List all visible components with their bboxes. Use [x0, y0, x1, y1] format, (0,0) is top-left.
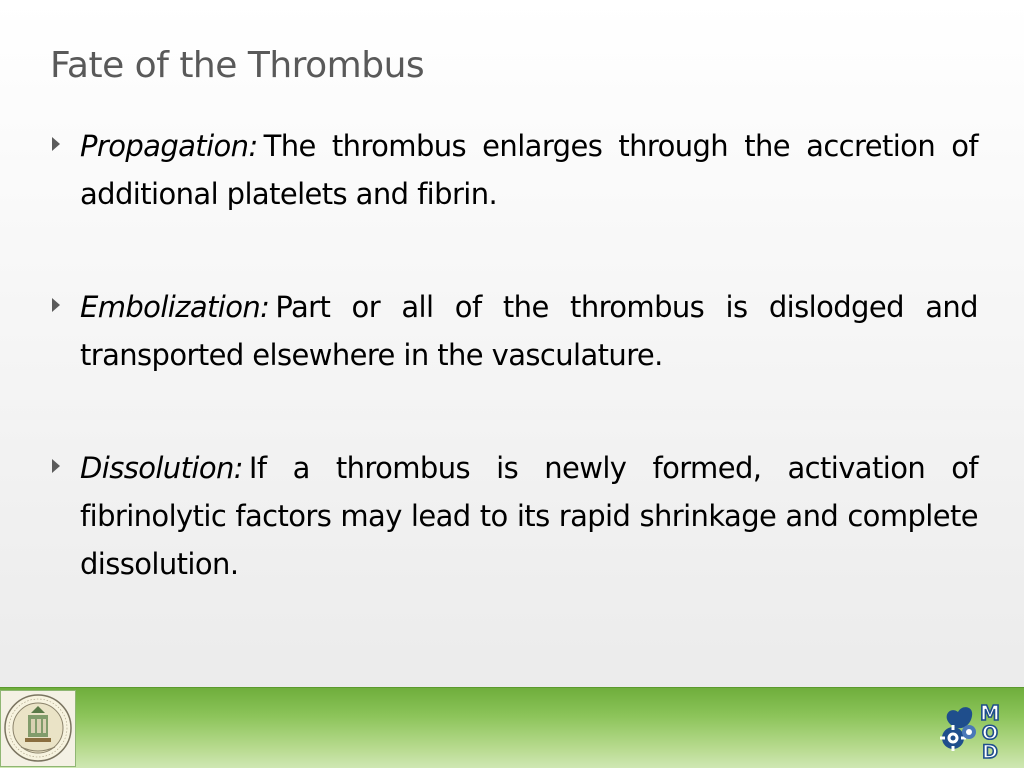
bullet-arrow-icon: [52, 459, 60, 473]
bullet-arrow-icon: [52, 137, 60, 151]
bullet-text: [80, 122, 978, 218]
bullet-term: Dissolution:: [80, 451, 243, 485]
bullet-term: Propagation:: [80, 129, 258, 163]
bullet-description: The thrombus enlarges through the accretion of additional platelets and fibrin.: [80, 129, 978, 211]
university-seal-graphic: [1, 691, 75, 766]
logo-letter-m: M: [980, 701, 1000, 725]
bullet-description: Part or all of the thrombus is dislodged and transported elsewhere in the vasculature.: [80, 290, 978, 372]
bullet-list: [50, 122, 978, 588]
footer-bar: [0, 687, 1024, 768]
bullet-arrow-icon: [52, 298, 60, 312]
slide-title: Fate of the Thrombus: [50, 45, 425, 86]
bullet-item-embolization: [50, 283, 978, 379]
bullet-term: Embolization:: [80, 290, 270, 324]
bullet-item-dissolution: [50, 444, 978, 588]
mod-logo-icon: [936, 698, 1008, 762]
bullet-description: If a thrombus is newly formed, activation of fibrinolytic factors may lead to its rapid shrinkage and complete dissolution.: [80, 451, 978, 581]
university-seal-icon: [0, 690, 76, 767]
bullet-text: [80, 283, 978, 379]
logo-letter-o: O: [981, 722, 999, 744]
bullet-text: [80, 444, 978, 588]
bullet-item-propagation: [50, 122, 978, 218]
logo-letter-d: D: [982, 741, 998, 762]
